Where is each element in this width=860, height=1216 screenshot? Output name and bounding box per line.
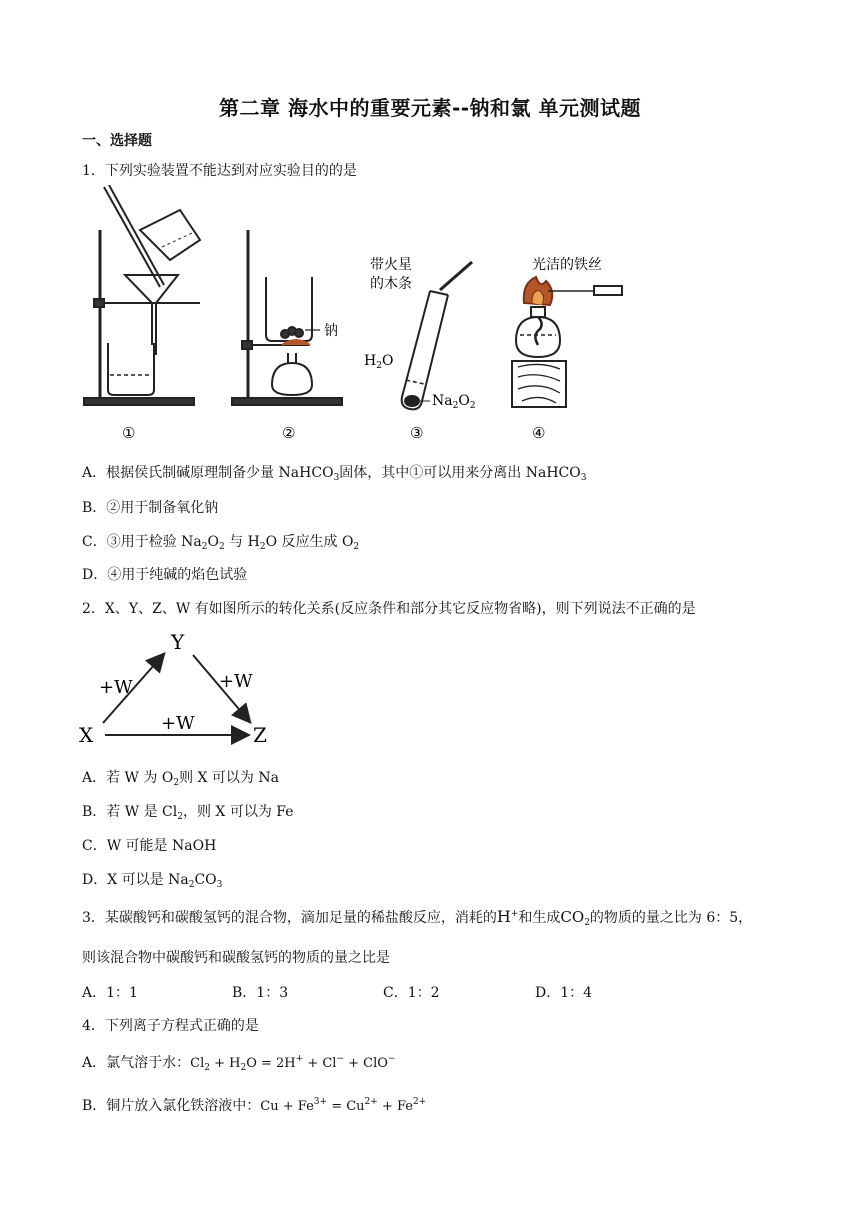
wire-label: 光洁的铁丝: [532, 257, 602, 273]
q4-option-b: B．铜片放入氯化铁溶液中：$Cu + Fe^{3+} = Cu^{2+} + Fe^{2+}$: [82, 1097, 427, 1114]
label-2: ②: [282, 424, 296, 442]
q3-stem-line1: 3．某碳酸钙和碳酸氢钙的混合物，滴加足量的稀盐酸反应，消耗的H+和生成$CO_2$的物质的量之比为 6：5，: [82, 907, 753, 928]
page-title: 第二章 海水中的重要元素--钠和氯 单元测试题: [218, 96, 642, 120]
na2o2-label: $Na_2O_2$: [432, 393, 476, 411]
label-3: ③: [410, 424, 424, 442]
q2-option-c: C．W 可能是 NaOH: [82, 838, 217, 854]
label-4: ④: [532, 424, 546, 442]
q3-stem-line2: 则该混合物中碳酸钙和碳酸氢钙的物质的量之比是: [82, 950, 390, 966]
heating-apparatus: [232, 230, 342, 405]
q1-stem: 1．下列实验装置不能达到对应实验目的的是: [82, 163, 357, 179]
q2-option-d: D．X 可以是 $Na_2CO_3$: [82, 872, 223, 890]
q1-apparatus-figure: [70, 185, 630, 450]
sodium-label: 钠: [324, 323, 338, 339]
splint-label-1: 带火星: [370, 257, 412, 273]
q2-option-a: A．若 W 为 $O_2$则 X 可以为 Na: [82, 770, 279, 788]
filtration-apparatus: [84, 185, 200, 405]
node-y: Y: [171, 630, 185, 654]
q4-equation-a: $Cl_2 + H_2O = 2H^+ + Cl^- + ClO^-$: [190, 1054, 396, 1073]
q1-option-c: C．③用于检验 $Na_2O_2$ 与 $H_2O$ 反应生成 $O_2$: [82, 534, 360, 552]
q3-option-d: D．1：4: [535, 985, 593, 1001]
splint-label-2: 的木条: [370, 276, 412, 292]
q1-option-a: A．根据侯氏制碱原理制备少量 NaHCO$_3$固体，其中①可以用来分离出 NaHCO$_3$: [82, 465, 587, 483]
label-w-bottom: +W: [161, 713, 195, 734]
node-x: X: [79, 723, 94, 747]
q3-option-c: C．1：2: [383, 985, 440, 1001]
q3-option-b: B．1：3: [232, 985, 289, 1001]
q3-option-a: A．1：1: [82, 985, 138, 1001]
q4-stem: 4．下列离子方程式正确的是: [82, 1018, 259, 1034]
q2-option-b: B．若 W 是 $Cl_2$，则 X 可以为 Fe: [82, 804, 294, 822]
q1-option-b: B．②用于制备氧化钠: [82, 500, 219, 516]
label-1: ①: [122, 424, 136, 442]
water-label: $H_2O$: [364, 353, 394, 371]
flame-test-apparatus: [512, 277, 622, 407]
q3-options: [82, 982, 592, 1002]
node-z: Z: [253, 723, 267, 747]
q1-option-d: D．④用于纯碱的焰色试验: [82, 567, 248, 583]
q2-conversion-diagram: [75, 625, 275, 750]
q4-option-a: A．氯气溶于水：$Cl_2 + H_2O = 2H^+ + Cl^- + ClO^-$: [82, 1054, 396, 1073]
section-heading: 一、选择题: [82, 133, 152, 149]
label-w-left: +W: [99, 677, 133, 698]
label-w-right: +W: [219, 671, 253, 692]
q2-stem: 2．X、Y、Z、W 有如图所示的转化关系(反应条件和部分其它反应物省略)，则下列说法不正确的是: [82, 601, 696, 617]
test-tube-apparatus: [402, 262, 472, 409]
q4-equation-b: $Cu + Fe^{3+} = Cu^{2+} + Fe^{2+}$: [260, 1097, 427, 1114]
